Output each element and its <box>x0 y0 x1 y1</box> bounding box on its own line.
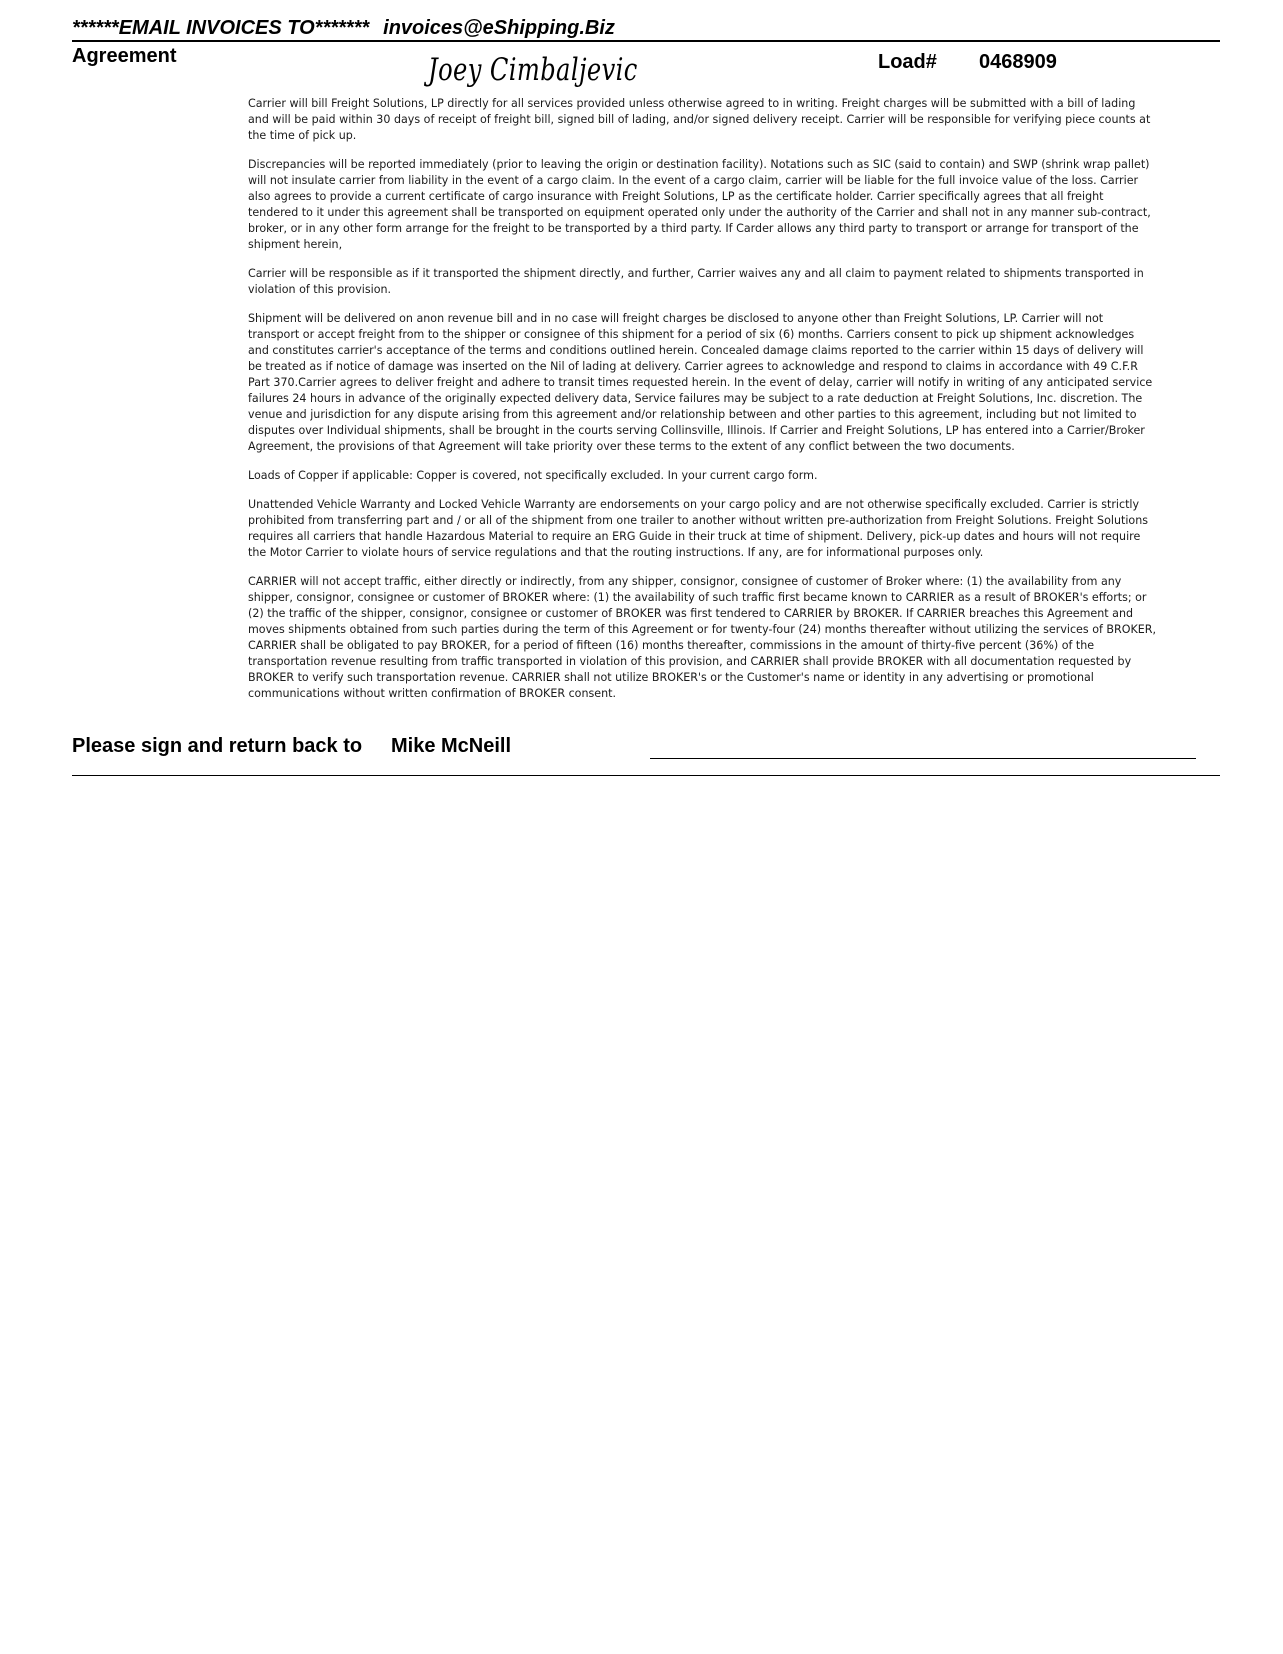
return-contact-name: Mike McNeill <box>391 735 512 757</box>
load-number: 0468909 <box>979 51 1057 73</box>
handwritten-signature: Joey Cimbaljevic <box>428 52 638 88</box>
email-invoices-prefix: ******EMAIL INVOICES TO******* <box>72 17 370 39</box>
terms-paragraph-discrepancies: Discrepancies will be reported immediately (prior to leaving the origin or destination facility). Notations such as SIC (said to contain) and SWP (shrink wrap pallet) will not insulate carrier from liability in the event of a cargo claim. In the event of a cargo claim, carrier will be liable for the full invoice value of the loss. Carrier also agrees to provide a current certificate of cargo insurance with Freight Solutions, LP as the certificate holder. Carrier specifically agrees that all freight tendered to it under this agreement shall be transported on equipment operated only under the authority of the Carrier and shall not in any manner sub-contract, broker, or in any other form arrange for the freight to be transported by a third party. If Carder allows any third party to transport or arrange for transport of the shipment herein, <box>248 158 1151 251</box>
load-label: Load# <box>878 51 937 73</box>
agreement-title: Agreement <box>72 45 177 67</box>
terms-paragraph-billing: Carrier will bill Freight Solutions, LP directly for all services provided unless otherwise agreed to in writing. Freight charges will be submitted with a bill of lading and will be paid within 30 days of receipt of freight bill, signed bill of lading, and/or signed delivery receipt. Carrier will be responsible for verifying piece counts at the time of pick up. <box>248 97 1151 142</box>
terms-paragraph-delivery: Shipment will be delivered on anon revenue bill and in no case will freight charges be disclosed to anyone other than Freight Solutions, LP. Carrier will not transport or accept freight from to the shipper or consignee of this shipment for a period of six (6) months. Carriers consent to pick up shipment acknowledges and constitutes carrier's acceptance of the terms and conditions outlined herein. Concealed damage claims reported to the carrier within 15 days of delivery will be treated as if notice of damage was inserted on the Nil of lading at delivery. Carrier agrees to acknowledge and respond to claims in accordance with 49 C.F.R Part 370.Carrier agrees to deliver freight and adhere to transit times requested herein. In the event of delay, carrier will notify in writing of any anticipated service failures 24 hours in advance of the originally expected delivery data, Service failures may be subject to a rate deduction at Freight Solutions, Inc. discretion. The venue and jurisdiction for any dispute arising from this agreement and/or relationship between and other parties to this agreement, including but not limited to disputes over Individual shipments, shall be brought in the courts serving Collinsville, Illinois. If Carrier and Freight Solutions, LP has entered into a Carrier/Broker Agreement, the provisions of that Agreement will take priority over these terms to the extent of any conflict between the two documents. <box>248 312 1153 453</box>
signature-line <box>650 758 1196 759</box>
terms-and-conditions <box>248 96 1156 715</box>
terms-paragraph-warranty: Unattended Vehicle Warranty and Locked Vehicle Warranty are endorsements on your cargo policy and are not otherwise specifically excluded. Carrier is strictly prohibited from transferring part and / or all of the shipment from one trailer to another without written pre-authorization from Freight Solutions. Freight Solutions requires all carriers that handle Hazardous Material to require an ERG Guide in their truck at time of shipment. Delivery, pick-up dates and hours will not require the Motor Carrier to violate hours of service regulations and that the routing instructions. If any, are for informational purposes only. <box>248 498 1149 559</box>
terms-paragraph-responsibility: Carrier will be responsible as if it transported the shipment directly, and further, Carrier waives any and all claim to payment related to shipments transported in violation of this provision. <box>248 267 1144 296</box>
terms-paragraph-non-solicitation: CARRIER will not accept traffic, either directly or indirectly, from any shipper, consignor, consignee of customer of Broker where: (1) the availability from any shipper, consignor, consignee or customer of BROKER where: (1) the availability of such traffic first became known to CARRIER as a result of BROKER's efforts; or (2) the traffic of the shipper, consignor, consignee or customer of BROKER was first tendered to CARRIER by BROKER. If CARRIER breaches this Agreement and moves shipments obtained from such parties during the term of this Agreement or for twenty-four (24) months thereafter without utilizing the services of BROKER, CARRIER shall be obligated to pay BROKER, for a period of fifteen (16) months thereafter, commissions in the amount of thirty-five percent (36%) of the transportation revenue resulting from traffic transported in violation of this provision, and CARRIER shall provide BROKER with all documentation requested by BROKER to verify such transportation revenue. CARRIER shall not utilize BROKER's or the Customer's name or identity in any advertising or promotional communications without written confirmation of BROKER consent. <box>248 575 1156 700</box>
return-instruction-label: Please sign and return back to <box>72 735 363 757</box>
terms-paragraph-copper: Loads of Copper if applicable: Copper is covered, not specifically excluded. In your current cargo form. <box>248 469 818 482</box>
invoice-email-address: invoices@eShipping.Biz <box>383 17 615 39</box>
email-invoices-header <box>72 16 1220 42</box>
bottom-divider <box>72 775 1220 776</box>
